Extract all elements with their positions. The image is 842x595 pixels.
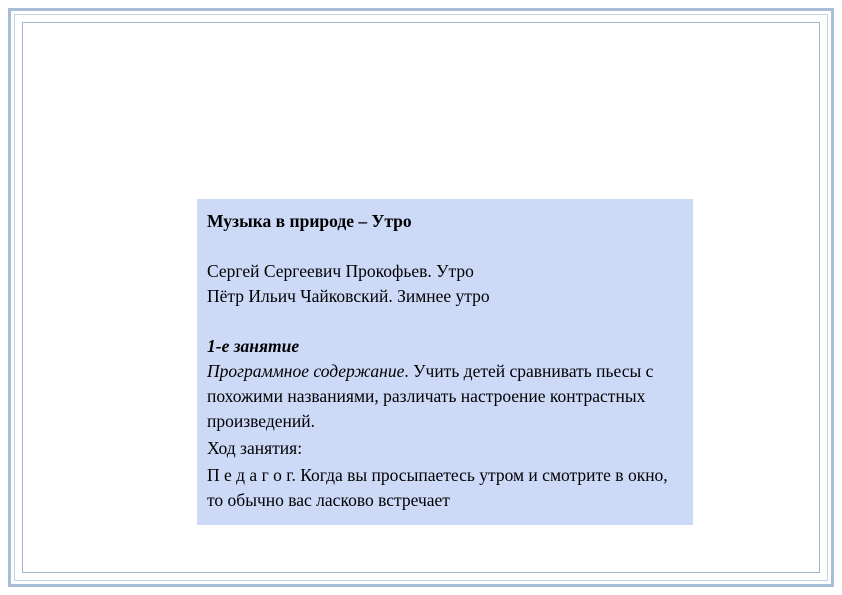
lesson-heading: 1-е занятие [207, 336, 300, 356]
text-content-block [197, 199, 693, 525]
program-content-paragraph [197, 359, 693, 434]
program-content-text: . Учить детей сравнивать пьесы с похожими названиями, различать настроение контрастных произведений. [207, 361, 654, 431]
work-item-2: Пётр Ильич Чайковский. Зимнее утро [207, 286, 490, 306]
spacer-after-works [197, 309, 693, 334]
slide-title: Музыка в природе – Утро [207, 211, 412, 231]
spacer-after-title [197, 234, 693, 259]
program-content-label: Программное содержание [207, 361, 405, 381]
dialogue-paragraph: П е д а г о г. Когда вы просыпаетесь утром и смотрите в окно, то обычно вас ласково встречает [207, 465, 668, 510]
course-of-lesson-label: Ход занятия: [207, 438, 303, 458]
work-item-1: Сергей Сергеевич Прокофьев. Утро [207, 261, 474, 281]
